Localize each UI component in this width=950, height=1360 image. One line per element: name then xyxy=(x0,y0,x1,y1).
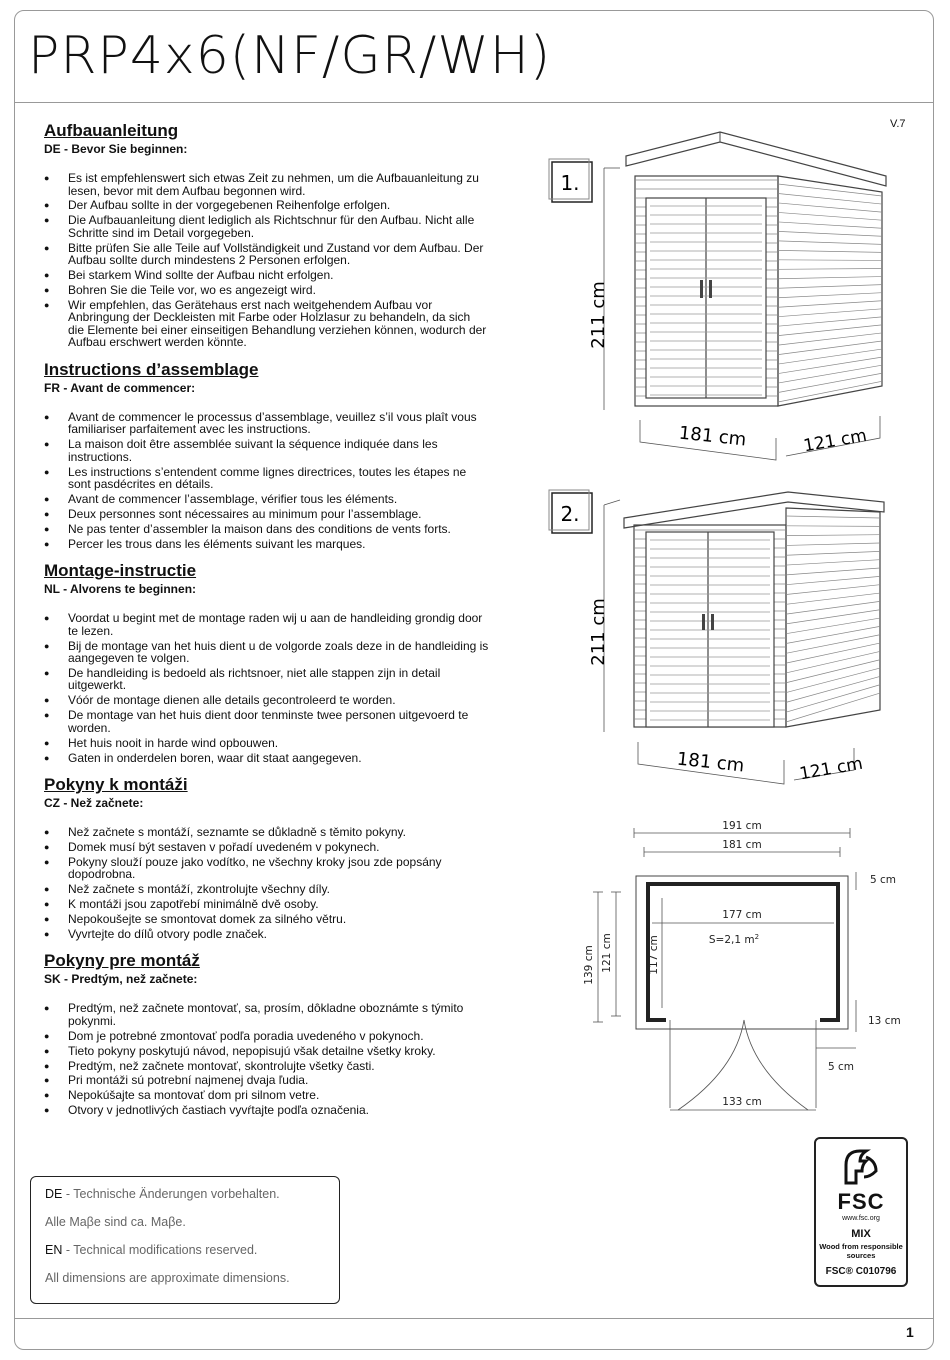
section-heading: Montage-instructie xyxy=(44,561,197,581)
depth-label-1: 121 cm xyxy=(801,425,869,457)
door-width-label: 133 cm xyxy=(722,1096,762,1108)
list-item: ● Než začnete s montáží, zkontrolujte všechny díly. xyxy=(44,883,489,896)
instruction-section xyxy=(44,950,489,1116)
bullet-list xyxy=(44,826,489,940)
list-item: ● Pri montáži sú potrební najmenej dvaja ľudia. xyxy=(44,1074,489,1087)
shed-figure-1 xyxy=(549,132,886,460)
section-heading: Instructions d’assemblage xyxy=(44,359,259,379)
step-number-2: 2. xyxy=(560,502,580,526)
fsc-tree-icon xyxy=(842,1147,882,1185)
note-de-changes: DE - Technische Änderungen vorbehalten. xyxy=(45,1187,280,1201)
fsc-logo xyxy=(814,1137,908,1287)
section-subheading: SK - Predtým, než začnete: xyxy=(44,972,198,987)
footer-divider xyxy=(14,1318,934,1319)
bullet-list xyxy=(44,411,489,550)
floor-plan xyxy=(583,820,901,1110)
list-item: ● Domek musí být sestaven v pořadí uvedeném v pokynech. xyxy=(44,841,489,854)
area-label: S=2,1 $m^2$ xyxy=(708,933,760,946)
inner-depth-label: 121 cm xyxy=(601,933,613,973)
fsc-code: FSC® C010796 xyxy=(825,1266,897,1277)
inside-depth-label: 117 cm xyxy=(648,935,660,975)
note-de-dimensions: Alle Maβe sind ca. Maβe. xyxy=(45,1215,186,1229)
section-subheading: NL - Alvorens te beginnen: xyxy=(44,582,197,597)
section-subheading: FR - Avant de commencer: xyxy=(44,380,196,395)
note-en-changes: EN - Technical modifications reserved. xyxy=(45,1243,258,1257)
list-item: ● Vyvrtejte do dílů otvory podle značek. xyxy=(44,928,489,941)
width-label-1: 181 cm xyxy=(677,422,748,451)
list-item: ● Predtým, než začnete montovať, sa, prosím, dôkladne oboznámte s týmito pokynmi. xyxy=(44,1002,489,1027)
step-number-1: 1. xyxy=(560,171,580,195)
list-item: ● Avant de commencer le processus d’assemblage, veuillez s’il vous plaît vous familiariser parfaitement avec les instructions. xyxy=(44,411,489,436)
title-divider xyxy=(14,102,934,103)
roof-back-label: 5 cm xyxy=(870,874,897,886)
roof-front-label: 13 cm xyxy=(868,1015,901,1027)
width-label-2: 181 cm xyxy=(675,748,746,777)
section-subheading: CZ - Než začnete: xyxy=(44,796,144,811)
bullet-list xyxy=(44,172,489,349)
list-item: ● Avant de commencer l’assemblage, vérifier tous les éléments. xyxy=(44,493,489,506)
list-item: ● Die Aufbauanleitung dient lediglich als Richtschnur für den Aufbau. Nicht alle Schritte sind im Detail vorgegeben. xyxy=(44,214,489,239)
page-number: 1 xyxy=(906,1324,914,1340)
page-title: PRP4x6(NF/GR/WH) xyxy=(28,26,552,86)
inner-width-label: 181 cm xyxy=(722,839,762,851)
list-item: ● Les instructions s’entendent comme lignes directrices, toutes les étapes ne sont pasdécrites en détails. xyxy=(44,466,489,491)
list-item: ● Deux personnes sont nécessaires au minimum pour l’assemblage. xyxy=(44,508,489,521)
fsc-logo-text: FSC xyxy=(837,1189,885,1214)
list-item: ● Wir empfehlen, das Gerätehaus erst nach weitgehendem Aufbau vor Anbringung der Deckleisten mit Farbe oder Holzlasur zu behandeln, da sich die Elemente bei einer einseitigen Behandlung verziehen können, wodurch der Aufbau erschwert werden könnte. xyxy=(44,299,489,349)
list-item: ● Nepokoušejte se smontovat domek za silného větru. xyxy=(44,913,489,926)
inside-width-label: 177 cm xyxy=(722,909,762,921)
instructions-column xyxy=(44,120,489,1127)
list-item: ● Es ist empfehlenswert sich etwas Zeit zu nehmen, um die Aufbauanleitung zu lesen, bevor mit dem Aufbau begonnen wird. xyxy=(44,172,489,197)
shed-figure-2 xyxy=(549,490,884,784)
list-item: ● Bij de montage van het huis dient u de volgorde zoals deze in de handleiding is aangegeven te volgen. xyxy=(44,640,489,665)
list-item: ● Otvory v jednotlivých častiach vyvŕtajte podľa označenia. xyxy=(44,1104,489,1117)
list-item: ● Bohren Sie die Teile vor, wo es angezeigt wird. xyxy=(44,284,489,297)
outer-width-label: 191 cm xyxy=(722,820,762,832)
list-item: ● Bitte prüfen Sie alle Teile auf Vollständigkeit und Zustand vor dem Aufbau. Der Aufbau sollte durch mindestens 2 Personen erfolgen. xyxy=(44,242,489,267)
fsc-sources: Wood from responsible sources xyxy=(819,1242,903,1260)
depth-label-2: 121 cm xyxy=(797,753,865,785)
list-item: ● Dom je potrebné zmontovať podľa poradia uvedeného v pokynoch. xyxy=(44,1030,489,1043)
list-item: ● Tieto pokyny poskytujú návod, nepopisujú však detailne všetky kroky. xyxy=(44,1045,489,1058)
section-heading: Pokyny k montáži xyxy=(44,775,188,795)
list-item: ● Než začnete s montáží, seznamte se důkladně s těmito pokyny. xyxy=(44,826,489,839)
list-item: ● Ne pas tenter d’assembler la maison dans des conditions de vents forts. xyxy=(44,523,489,536)
list-item: ● Vóór de montage dienen alle details gecontroleerd te worden. xyxy=(44,694,489,707)
list-item: ● Het huis nooit in harde wind opbouwen. xyxy=(44,737,489,750)
outer-depth-label: 139 cm xyxy=(583,945,595,985)
notes-box xyxy=(30,1176,340,1304)
list-item: ● Voordat u begint met de montage raden wij u aan de handleiding grondig door te lezen. xyxy=(44,612,489,637)
side-gap-label: 5 cm xyxy=(828,1061,855,1073)
list-item: ● Predtým, než začnete montovať, skontrolujte všetky časti. xyxy=(44,1060,489,1073)
bullet-list xyxy=(44,612,489,764)
instruction-section xyxy=(44,120,489,349)
list-item: ● La maison doit être assemblée suivant la séquence indiquée dans les instructions. xyxy=(44,438,489,463)
instruction-section xyxy=(44,560,489,764)
instruction-section xyxy=(44,359,489,550)
section-subheading: DE - Bevor Sie beginnen: xyxy=(44,142,188,156)
list-item: ● De handleiding is bedoeld als richtsnoer, niet alle stappen zijn in detail uitgewerkt. xyxy=(44,667,489,692)
list-item: ● Bei starkem Wind sollte der Aufbau nicht erfolgen. xyxy=(44,269,489,282)
fsc-mix-label: MIX xyxy=(851,1228,871,1240)
instruction-section xyxy=(44,774,489,940)
height-label-2: 211 cm xyxy=(588,598,609,666)
list-item: ● Percer les trous dans les éléments suivant les marques. xyxy=(44,538,489,551)
version-label: V.7 xyxy=(890,118,906,130)
list-item: ● Gaten in onderdelen boren, waar dit staat aangegeven. xyxy=(44,752,489,765)
list-item: ● Nepokúšajte sa montovať dom pri silnom vetre. xyxy=(44,1089,489,1102)
list-item: ● K montáži jsou zapotřebí minimálně dvě osoby. xyxy=(44,898,489,911)
list-item: ● Der Aufbau sollte in der vorgegebenen Reihenfolge erfolgen. xyxy=(44,199,489,212)
list-item: ● De montage van het huis dient door tenminste twee personen uitgevoerd te worden. xyxy=(44,709,489,734)
section-heading: Aufbauanleitung xyxy=(44,121,179,140)
bullet-list xyxy=(44,1002,489,1116)
section-heading: Pokyny pre montáž xyxy=(44,951,200,971)
fsc-site: www.fsc.org xyxy=(842,1215,880,1222)
list-item: ● Pokyny slouží pouze jako vodítko, ne všechny kroky jsou zde popsány dopodrobna. xyxy=(44,856,489,881)
height-label-1: 211 cm xyxy=(588,281,609,349)
note-en-dimensions: All dimensions are approximate dimensions. xyxy=(45,1271,290,1285)
